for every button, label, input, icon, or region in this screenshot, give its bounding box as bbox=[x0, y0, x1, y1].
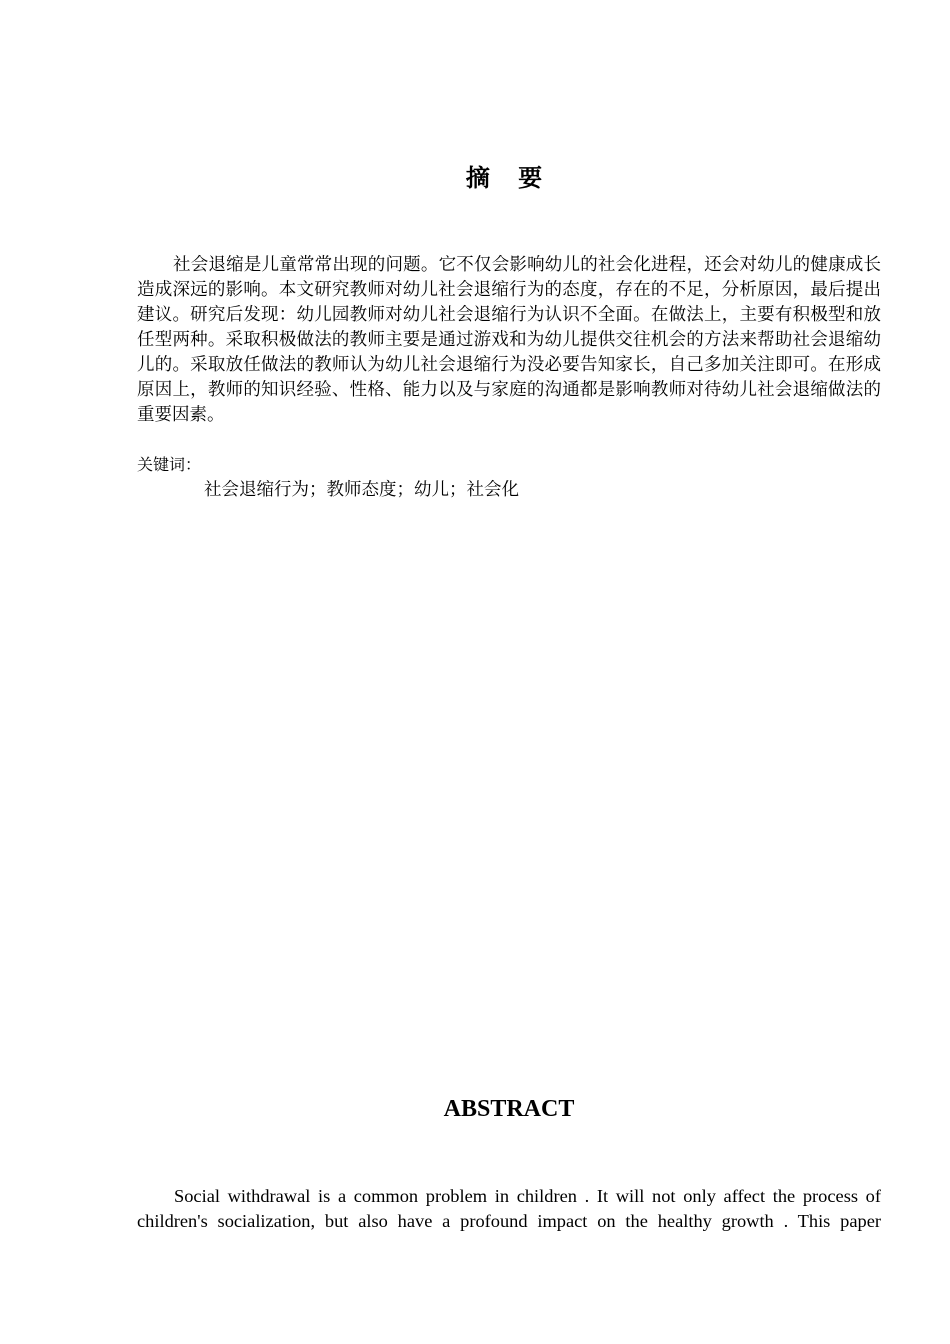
english-abstract-title: ABSTRACT bbox=[443, 1096, 575, 1122]
english-abstract-paragraph: Social withdrawal is a common problem in children . It will not only affect the process of children's socialization, but also have a profound impact on the healthy growth . This paper bbox=[137, 1186, 881, 1231]
chinese-abstract-paragraph: 社会退缩是儿童常常出现的问题。它不仅会影响幼儿的社会化进程，还会对幼儿的健康成长造成深远的影响。本文研究教师对幼儿社会退缩行为的态度，存在的不足，分析原因，最后提出建议。研究后发现：幼儿园教师对幼儿社会退缩行为认识不全面。在做法上，主要有积极型和放任型两种。采取积极做法的教师主要是通过游戏和为幼儿提供交往机会的方法来帮助社会退缩幼儿的。采取放任做法的教师认为幼儿社会退缩行为没必要告知家长，自己多加关注即可。在形成原因上，教师的知识经验、性格、能力以及与家庭的沟通都是影响教师对待幼儿社会退缩做法的重要因素。 bbox=[137, 255, 881, 425]
keywords-label: 关键词： bbox=[137, 455, 202, 474]
chinese-abstract-title: 摘 要 bbox=[465, 164, 553, 192]
keywords-list: 社会退缩行为；教师态度；幼儿；社会化 bbox=[204, 480, 519, 500]
